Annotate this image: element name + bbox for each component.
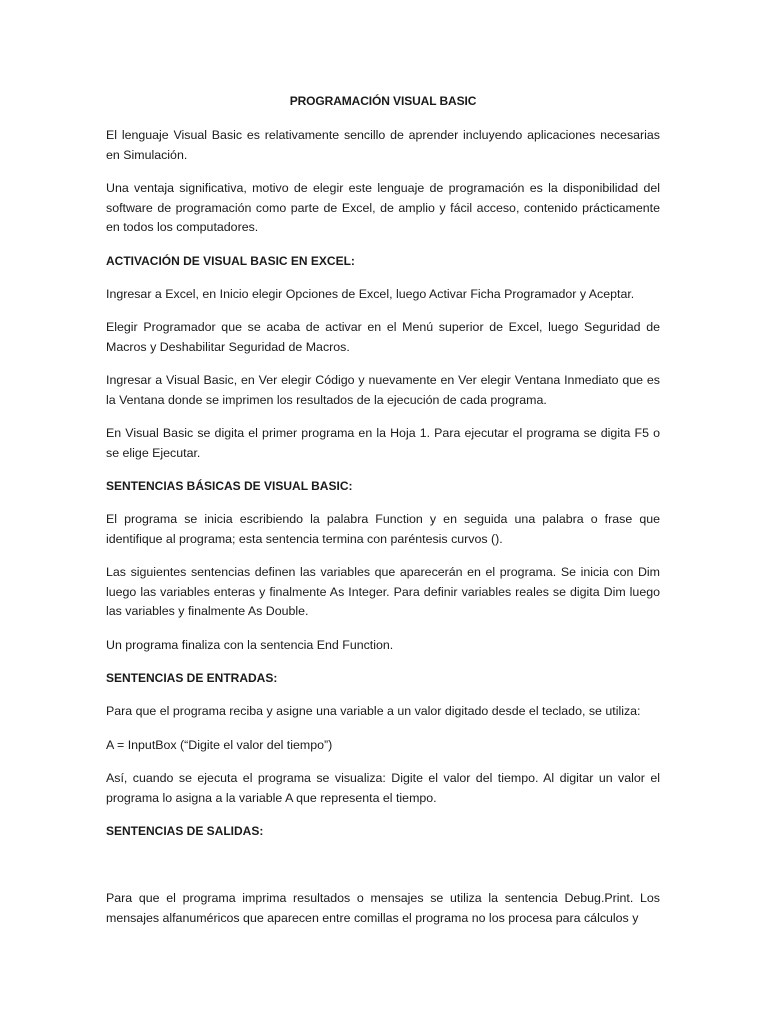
paragraph-activation-step-3: Ingresar a Visual Basic, en Ver elegir Código y nuevamente en Ver elegir Ventana Inmediato que es la Ventana donde se imprimen los resultados de la ejecución de cada programa. (106, 373, 660, 407)
paragraph-input-explanation: Así, cuando se ejecuta el programa se visualiza: Digite el valor del tiempo. Al digitar un valor el programa lo asigna a la variable A que representa el tiempo. (106, 771, 660, 805)
paragraph-function-end: Un programa finaliza con la sentencia End Function. (106, 637, 394, 652)
paragraph-advantage: Una ventaja significativa, motivo de elegir este lenguaje de programación es la disponibilidad del software de programación como parte de Excel, de amplio y fácil acceso, contenido prácticamente en todos los computadores. (106, 181, 660, 234)
heading-output-statements: SENTENCIAS DE SALIDAS: (106, 824, 264, 838)
paragraph-activation-step-1: Ingresar a Excel, en Inicio elegir Opciones de Excel, luego Activar Ficha Programador y Aceptar. (106, 286, 635, 301)
paragraph-variable-definitions: Las siguientes sentencias definen las variables que aparecerán en el programa. Se inicia con Dim luego las variables enteras y finalmente As Integer. Para definir variables reales se digita Dim luego las variables y finalmente As Double. (106, 565, 660, 618)
heading-basic-statements: SENTENCIAS BÁSICAS DE VISUAL BASIC: (106, 479, 353, 493)
heading-activation: ACTIVACIÓN DE VISUAL BASIC EN EXCEL: (106, 253, 355, 268)
paragraph-inputbox-example: A = InputBox (“Digite el valor del tiempo”) (106, 737, 333, 752)
paragraph-function-start: El programa se inicia escribiendo la palabra Function y en seguida una palabra o frase que identifique al programa; esta sentencia termina con paréntesis curvos (). (106, 512, 660, 546)
paragraph-intro: El lenguaje Visual Basic es relativamente sencillo de aprender incluyendo aplicaciones necesarias en Simulación. (106, 128, 660, 162)
heading-input-statements: SENTENCIAS DE ENTRADAS: (106, 671, 278, 685)
paragraph-activation-step-4: En Visual Basic se digita el primer programa en la Hoja 1. Para ejecutar el programa se digita F5 o se elige Ejecutar. (106, 426, 660, 460)
document-page (106, 92, 660, 928)
paragraph-output-intro: Para que el programa imprima resultados o mensajes se utiliza la sentencia Debug.Print. Los mensajes alfanuméricos que aparecen entre comillas el programa no los procesa para cálculos y (106, 891, 660, 925)
document-title: PROGRAMACIÓN VISUAL BASIC (289, 94, 477, 108)
paragraph-input-intro: Para que el programa reciba y asigne una variable a un valor digitado desde el teclado, se utiliza: (106, 704, 641, 718)
paragraph-activation-step-2: Elegir Programador que se acaba de activar en el Menú superior de Excel, luego Seguridad de Macros y Deshabilitar Seguridad de Macros. (106, 320, 660, 354)
spacer (106, 855, 660, 889)
